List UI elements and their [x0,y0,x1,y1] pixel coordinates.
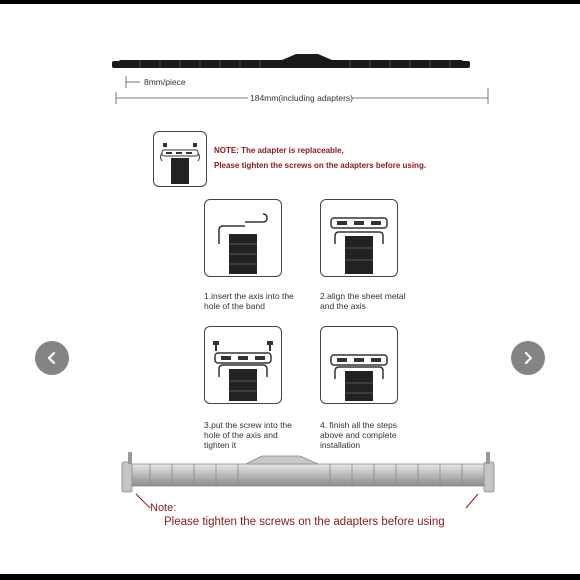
next-image-button[interactable] [511,341,545,375]
step-4-illustration [321,327,397,403]
band-length-label: 184mm(including adapters) [250,93,353,103]
previous-image-button[interactable] [35,341,69,375]
bottom-note-label: Note: [150,502,177,514]
step-2-box [320,199,398,277]
bottom-note-text: Please tighten the screws on the adapters before using [164,516,445,528]
image-viewer [0,4,580,574]
step-3-illustration [205,327,281,403]
step-2-illustration [321,200,397,276]
adapter-note-line2: Please tighten the screws on the adapters before using. [214,161,427,170]
step-1-caption: 1.insert the axis into the hole of the band [204,291,294,311]
silver-band-illustration [0,444,580,514]
step-1-illustration [205,200,281,276]
step-4-box [320,326,398,404]
step-4-caption: 4. finish all the steps above and complete installation [320,420,398,450]
chevron-right-icon [521,351,535,365]
step-1-box [204,199,282,277]
adapter-note-line1: NOTE: The adapter is replaceable, [214,146,344,155]
adapter-icon [154,132,206,186]
chevron-left-icon [45,351,59,365]
adapter-icon-box [153,131,207,187]
step-3-caption: 3.put the screw into the hole of the axis and tighten it [204,420,292,450]
step-2-caption: 2.align the sheet metal and the axis [320,291,406,311]
step-3-box [204,326,282,404]
piece-size-label: 8mm/piece [144,77,186,87]
